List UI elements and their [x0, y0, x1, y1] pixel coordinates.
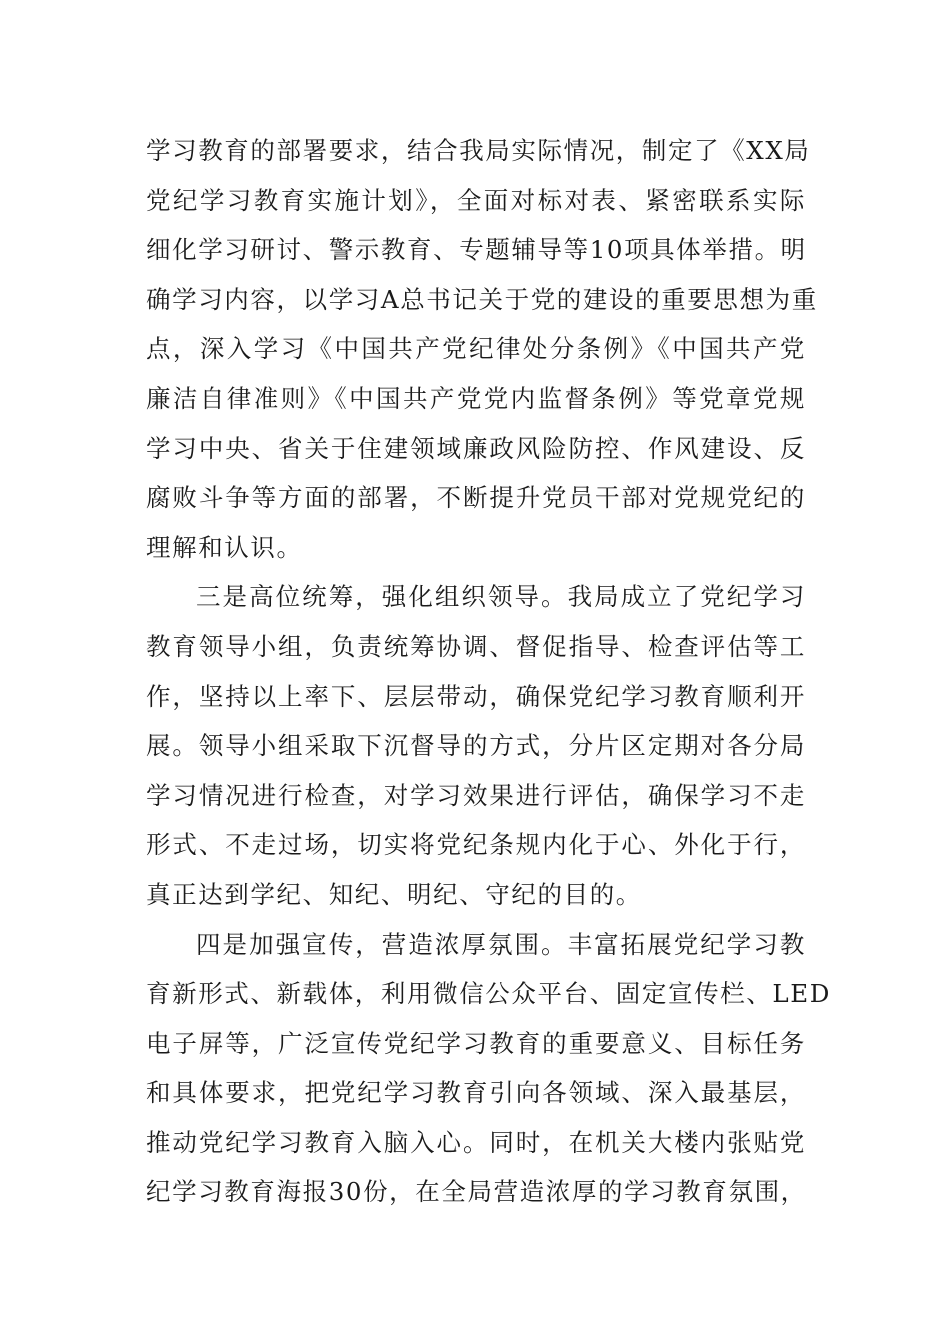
text-line: 腐败斗争等方面的部署，不断提升党员干部对党规党纪的 — [146, 483, 806, 513]
text-line: 作，坚持以上率下、层层带动，确保党纪学习教育顺利开 — [146, 681, 806, 711]
text-line: 学习情况进行检查，对学习效果进行评估，确保学习不走 — [146, 780, 806, 810]
document-body — [146, 126, 831, 1217]
text-line: 纪学习教育海报30份，在全局营造浓厚的学习教育氛围， — [146, 1177, 807, 1207]
text-line: 点，深入学习《中国共产党纪律处分条例》《中国共产党 — [146, 334, 806, 364]
text-line: 学习教育的部署要求，结合我局实际情况，制定了《XX局 — [146, 136, 811, 165]
paragraph-first-line: 四是加强宣传，营造浓厚氛围。丰富拓展党纪学习教 — [196, 929, 806, 959]
text-line: 推动党纪学习教育入脑入心。同时，在机关大楼内张贴党 — [146, 1127, 806, 1157]
text-line: 学习中央、省关于住建领域廉政风险防控、作风建设、反 — [146, 433, 806, 463]
text-line: 展。领导小组采取下沉督导的方式，分片区定期对各分局 — [146, 731, 806, 761]
text-line: 真正达到学纪、知纪、明纪、守纪的目的。 — [146, 879, 642, 909]
text-line: 教育领导小组，负责统筹协调、督促指导、检查评估等工 — [146, 631, 806, 661]
text-line: 电子屏等，广泛宣传党纪学习教育的重要意义、目标任务 — [146, 1028, 806, 1058]
text-line: 细化学习研讨、警示教育、专题辅导等10项具体举措。明 — [146, 235, 807, 265]
text-line: 廉洁自律准则》《中国共产党党内监督条例》等党章党规 — [146, 383, 806, 413]
text-line: 形式、不走过场，切实将党纪条规内化于心、外化于行， — [146, 830, 806, 860]
text-line: 理解和认识。 — [146, 532, 303, 562]
text-line: 确学习内容，以学习A总书记关于党的建设的重要思想为重 — [146, 284, 818, 314]
text-line: 党纪学习教育实施计划》，全面对标对表、紧密联系实际 — [146, 185, 806, 215]
text-line: 和具体要求，把党纪学习教育引向各领域、深入最基层， — [146, 1078, 806, 1108]
text-line: 育新形式、新载体，利用微信公众平台、固定宣传栏、LED — [146, 979, 831, 1009]
paragraph-first-line: 三是高位统筹，强化组织领导。我局成立了党纪学习 — [196, 582, 806, 612]
